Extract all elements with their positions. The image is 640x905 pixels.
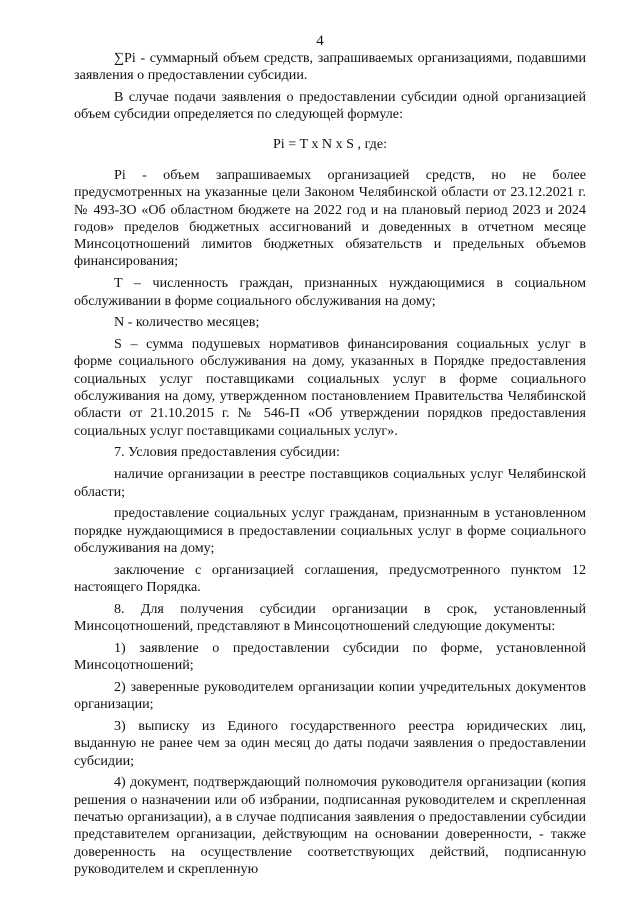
paragraph-t-definition: T – численность граждан, признанных нуждающимися в социальном обслуживании в форме социального обслуживания на дому; <box>74 275 586 309</box>
paragraph-section-7-heading: 7. Условия предоставления субсидии: <box>114 444 340 461</box>
paragraph-document-4: 4) документ, подтверждающий полномочия руководителя организации (копия решения о назначении или об избрании, подписанная руководителем и скрепленная печатью организации), а в случае подписания заявления о предоставлении субсидии представителем организации, действующим на основании доверенности, - также доверенность на осуществление соответствующих действий, подписанную руководителем и скрепленную <box>74 774 586 877</box>
document-body <box>74 50 586 878</box>
page-number: 4 <box>316 33 324 49</box>
paragraph-sum-definition: ∑Pi - суммарный объем средств, запрашиваемых организациями, подавшими заявления о предоставлении субсидии. <box>74 50 586 84</box>
paragraph-document-1: 1) заявление о предоставлении субсидии по форме, установленной Минсоцотношений; <box>74 639 586 674</box>
formula: Pi = T x N x S , где: <box>272 135 388 152</box>
paragraph-condition-agreement: заключение с организацией соглашения, предусмотренного пунктом 12 настоящего Порядка. <box>74 561 586 596</box>
paragraph-s-definition: S – сумма подушевых нормативов финансирования социальных услуг в форме социального обслуживания на дому, указанных в Порядке предоставления социальных услуг поставщиками социальных услуг в форме социального обслуживания на дому, утвержденном постановлением Правительства Челябинской области от 21.10.2015 г. № 546-П «Об утверждении порядков предоставления социальных услуг поставщиками социальных услуг». <box>74 336 586 439</box>
paragraph-document-3: 3) выписку из Единого государственного реестра юридических лиц, выданную не ранее чем за один месяц до даты подачи заявления о предоставлении субсидии; <box>74 718 586 769</box>
paragraph-n-definition: N - количество месяцев; <box>114 314 260 331</box>
paragraph-condition-registry: наличие организации в реестре поставщиков социальных услуг Челябинской области; <box>74 466 586 500</box>
paragraph-condition-services: предоставление социальных услуг гражданам, признанным в установленном порядке нуждающимися в предоставлении социальных услуг в форме социального обслуживания на дому; <box>74 505 586 556</box>
paragraph-document-2: 2) заверенные руководителем организации копии учредительных документов организации; <box>74 679 586 713</box>
paragraph-pi-definition: Pi - объем запрашиваемых организацией средств, но не более предусмотренных на указанные цели Законом Челябинской области от 23.12.2021 г. № 493-ЗО «Об областном бюджете на 2022 год и на плановый период 2023 и 2024 годов» пределов бюджетных ассигнований и доведенных в отчетном месяце Минсоцотношений лимитов бюджетных обязательств и предельных объемов финансирования; <box>74 166 586 270</box>
paragraph-section-8-heading: 8. Для получения субсидии организации в срок, установленный Минсоцотношений, представляют в Минсоцотношений следующие документы: <box>74 600 586 635</box>
paragraph-single-applicant: В случае подачи заявления о предоставлении субсидии одной организацией объем субсидии определяется по следующей формуле: <box>74 89 586 123</box>
